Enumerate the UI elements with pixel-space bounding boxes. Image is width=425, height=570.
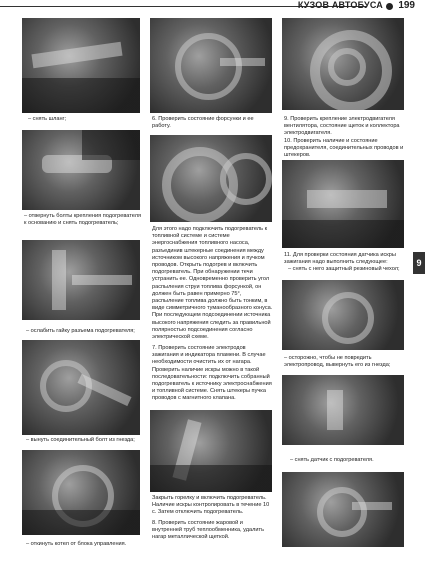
page-header xyxy=(0,0,425,15)
photo-combustion-chamber xyxy=(150,135,272,222)
photo-burner-spark xyxy=(150,410,272,492)
caption-remove-rubber-cover: – снять с него защитный резиновый чехол; xyxy=(288,266,400,272)
caption-step-10: 10. Проверить наличие и состояние предохранителя, соединительных проводов и штекеров. xyxy=(284,138,404,159)
photo-fuse-connectors xyxy=(282,160,404,248)
photo-loosen-nut xyxy=(22,240,140,320)
caption-step-8: 8. Проверить состояние жаровой и внутренней труб теплообменника, удалить нагар металлической щеткой. xyxy=(152,520,265,541)
caption-spark-check: Закрыть горелку и включить подогреватель. Наличие искры контролировать в течение 10 с. Затем отключить подогреватель. xyxy=(152,495,270,516)
caption-step-9: 9. Проверить крепление электродвигателя вентилятора, состояние щеток и коллектора электродвигателя. xyxy=(284,116,400,137)
caption-unscrew-sensor: – осторожно, чтобы не повредить электропровод, вывернуть его из гнезда; xyxy=(284,355,391,369)
photo-unbolt-heater xyxy=(22,130,140,210)
photo-rubber-cover xyxy=(282,280,404,350)
header-bullet xyxy=(386,3,393,10)
caption-step-11: 11. Для проверки состояния датчика искры зажигания надо выполнить следующее: xyxy=(284,252,396,266)
photo-sensor-removed xyxy=(282,472,404,547)
photo-fan-motor xyxy=(282,18,404,110)
caption-fold-boiler: – откинуть котел от блока управления. xyxy=(26,541,127,547)
photo-nozzle xyxy=(150,18,272,113)
header-title: КУЗОВ АВТОБУСА xyxy=(297,0,383,10)
caption-loosen-nut: – ослабить гайку разъема подогревателя; xyxy=(26,328,135,334)
caption-remove-sensor: – снять датчик с подогревателя. xyxy=(290,457,374,463)
page-number: 199 xyxy=(398,0,415,11)
photo-remove-bolt xyxy=(22,340,140,435)
caption-step-7: 7. Проверить состояние электродов зажигания и индикатора пламени. В случае необходимости очистить их от нагара. Проверить наличие искры можно в такой последовательности: подключить собранный подогреватель к источнику электроснабжения и топливной системе. Снять штекеры пучка проводов с магнитного клапана. xyxy=(152,345,272,402)
caption-unbolt-heater: – отвернуть болты крепления подогревателя к основанию и снять подогреватель; xyxy=(24,213,141,227)
caption-remove-bolt: – вынуть соединительный болт из гнезда; xyxy=(26,437,135,443)
caption-step-6: 6. Проверить состояние форсунки и ее работу. xyxy=(152,116,254,130)
caption-step-6-procedure: Для этого надо подключить подогреватель к топливной системе и системе энергоснабжения топливного насоса, разъединив штекерные соединения между источником высокого напряжения и пучком проводов. Открыть подогрев и включить подогреватель. При обнаружении течи устранить ее. Одновременно проверить угол распыления струи топлива форсункой, он должен быть равен примерно 75°, распыление топлива должно быть тонким, в виде симметричного туманообразного конуса. При последующем подсоединении источника высокого напряжения следить за правильной полярностью подсоединения согласно электрической схеме. xyxy=(152,226,273,341)
chapter-tab: 9 xyxy=(413,252,425,274)
photo-remove-hose xyxy=(22,18,140,113)
photo-fold-boiler xyxy=(22,450,140,535)
caption-remove-hose: – снять шланг; xyxy=(28,116,67,122)
photo-unscrew-sensor xyxy=(282,375,404,445)
